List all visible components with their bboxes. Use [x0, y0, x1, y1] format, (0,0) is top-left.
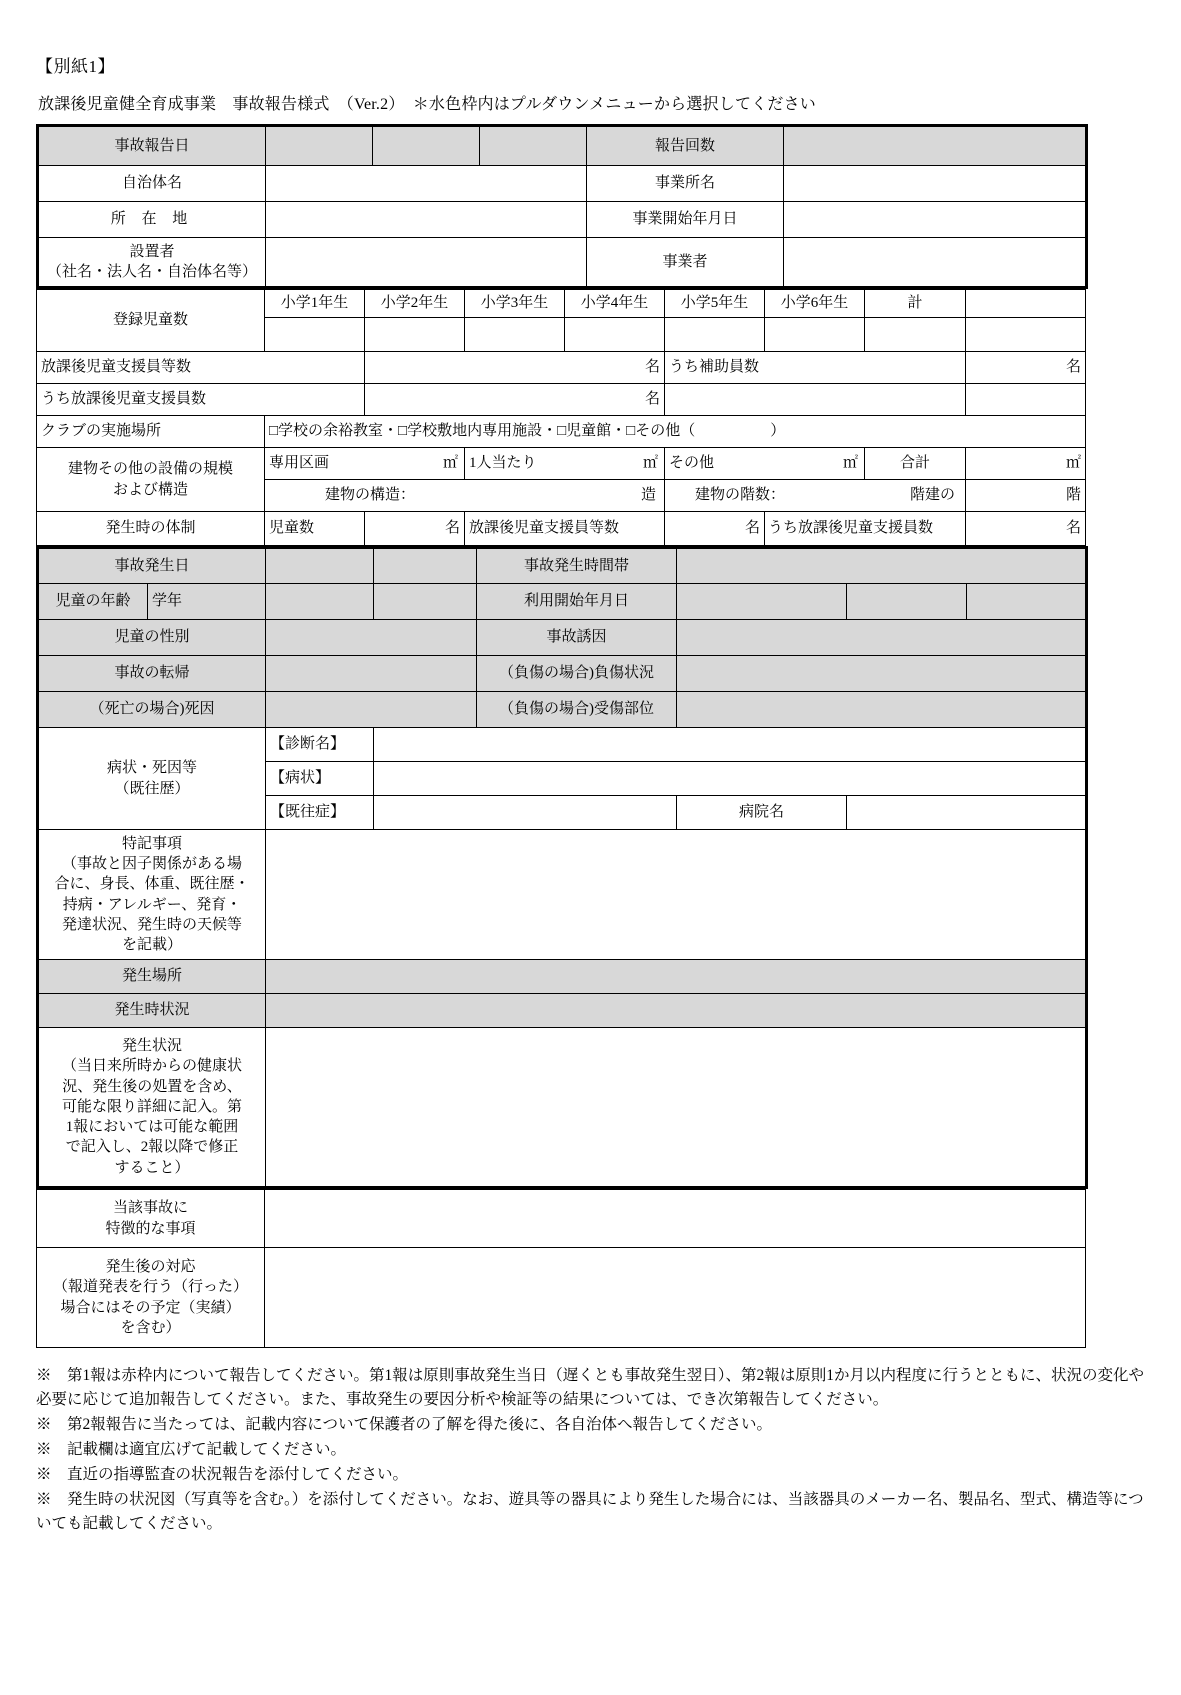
child-grade-value-cell[interactable]	[374, 584, 477, 620]
remarks-line-3: 合に、身長、体重、既往歴・	[54, 876, 250, 893]
document-tag: 【別紙1】	[36, 57, 115, 76]
occurrence-situation-label: 発生時状況	[38, 994, 266, 1028]
table-row	[38, 126, 1087, 166]
other-area-field[interactable]	[665, 448, 865, 480]
report-date-label: 事故報告日	[38, 126, 266, 166]
accident-time-value-cell[interactable]	[677, 548, 1087, 584]
circumstances-line-1: 発生状況	[122, 1038, 183, 1055]
child-grade-label: 学年	[148, 584, 266, 620]
accident-date-month-cell[interactable]	[374, 548, 477, 584]
accident-date-label: 事故発生日	[38, 548, 266, 584]
installer-value-cell[interactable]	[266, 238, 587, 288]
post-response-value-cell[interactable]	[265, 1248, 1086, 1348]
building-label-line2: および構造	[112, 481, 188, 498]
response-line-2: （報道発表を行う（行った）	[52, 1279, 248, 1296]
supporter-count-label: 放課後児童支援員等数	[37, 352, 365, 384]
inner-supporter-blank-cell	[665, 384, 966, 416]
followup-table	[36, 1189, 1086, 1348]
office-name-label: 事業所名	[587, 166, 784, 202]
table-row	[38, 548, 1087, 584]
floor-unit-cell[interactable]: 階	[966, 480, 1086, 512]
footnote-3: ※ 記載欄は適宜広げて記載してください。	[36, 1441, 347, 1459]
remarks-line-2: （事故と因子関係がある場	[62, 856, 243, 872]
hospital-value-cell[interactable]	[847, 796, 1087, 830]
circumstances-line-6: で記入し、2報以降で修正	[65, 1139, 239, 1156]
municipality-value-cell[interactable]	[266, 166, 587, 202]
sum-area-label: 合計	[865, 448, 966, 480]
report-count-cell[interactable]	[784, 126, 1087, 166]
footnotes	[36, 1364, 1145, 1536]
death-cause-label: （死亡の場合)死因	[38, 692, 266, 728]
table-row	[37, 1248, 1086, 1348]
table-row	[38, 656, 1087, 692]
office-name-value-cell[interactable]	[784, 166, 1087, 202]
circumstances-line-4: 可能な限り詳細に記入。第	[62, 1098, 243, 1115]
table-row	[37, 384, 1086, 416]
symptoms-label: 【病状】	[266, 762, 374, 796]
injury-status-label: （負傷の場合)負傷状況	[477, 656, 677, 692]
history-label: 【既往症】	[266, 796, 374, 830]
remarks-line-1: 特記事項	[122, 835, 183, 852]
table-row	[37, 512, 1086, 546]
table-row	[38, 202, 1087, 238]
table-row	[37, 1190, 1086, 1248]
table-row	[37, 416, 1086, 448]
building-scale-label	[37, 448, 265, 512]
grade-header-5: 小学5年生	[665, 290, 765, 318]
inner-supporter-count-label: うち放課後児童支援員数	[37, 384, 365, 416]
sum-area-unit[interactable]: ㎡	[966, 448, 1086, 480]
registered-value-grade2[interactable]	[365, 318, 465, 352]
grade-header-2: 小学2年生	[365, 290, 465, 318]
address-label: 所 在 地	[38, 202, 266, 238]
table-row	[38, 1028, 1087, 1188]
business-start-value-cell[interactable]	[784, 202, 1087, 238]
response-line-4: を含む）	[120, 1319, 181, 1336]
occurrence-place-value-cell[interactable]	[266, 960, 1087, 994]
report-date-year-cell[interactable]	[266, 126, 373, 166]
table-row	[38, 830, 1087, 960]
table-row	[38, 238, 1087, 288]
grade-header-3: 小学3年生	[465, 290, 565, 318]
circumstances-line-7: すること）	[114, 1159, 190, 1176]
per-person-area-field[interactable]	[465, 448, 665, 480]
response-line-1: 発生後の対応	[105, 1259, 196, 1275]
circumstances-line-5: 1報においては可能な範囲	[65, 1119, 239, 1136]
other-area-unit: ㎡	[842, 455, 858, 472]
use-start-month-cell[interactable]	[847, 584, 967, 620]
report-date-day-cell[interactable]	[480, 126, 587, 166]
occurrence-situation-value-cell[interactable]	[266, 994, 1087, 1028]
registered-value-grade1[interactable]	[265, 318, 365, 352]
table-row	[38, 584, 1087, 620]
characteristic-matters-value-cell[interactable]	[265, 1190, 1086, 1248]
accident-detail-table	[36, 546, 1088, 1189]
inner-supporter-blank-cell-2	[966, 384, 1086, 416]
supporter-count-value-cell[interactable]: 名	[365, 352, 665, 384]
assistant-count-value-cell[interactable]: 名	[966, 352, 1086, 384]
footnote-2: ※ 第2報報告に当たっては、記載内容について保護者の了解を得た後に、各自治体へ報告してください。	[36, 1416, 772, 1434]
injury-part-value-cell[interactable]	[677, 692, 1087, 728]
registered-children-label: 登録児童数	[37, 290, 265, 352]
report-count-label: 報告回数	[587, 126, 784, 166]
accident-outcome-label: 事故の転帰	[38, 656, 266, 692]
medical-label-line2: （既往歴）	[114, 780, 190, 797]
remarks-line-4: 持病・アレルギー、発育・	[62, 896, 242, 913]
children-facility-table	[36, 289, 1086, 546]
floors-label: 建物の階数：	[695, 487, 786, 504]
exclusive-area-label: 専用区画	[269, 455, 330, 472]
building-structure-field[interactable]	[265, 480, 665, 512]
installer-label	[38, 238, 266, 288]
footnote-5: ※ 発生時の状況図（写真等を含む。）を添付してください。なお、遊具等の器具により発生した場合には、当該器具のメーカー名、製品名、型式、構造等についても記載してください。	[36, 1491, 1144, 1533]
table-row	[38, 960, 1087, 994]
hospital-label: 病院名	[677, 796, 847, 830]
child-gender-label: 児童の性別	[38, 620, 266, 656]
registered-value-grade6[interactable]	[765, 318, 865, 352]
inner-supporter-at-time-value-cell[interactable]: 名	[966, 512, 1086, 546]
exclusive-area-unit: ㎡	[442, 455, 458, 472]
business-start-label: 事業開始年月日	[587, 202, 784, 238]
remarks-line-6: を記載）	[122, 937, 183, 953]
children-count-value-cell[interactable]: 名	[365, 512, 465, 546]
basic-info-table	[36, 124, 1088, 289]
registered-value-grade4[interactable]	[565, 318, 665, 352]
registered-spacer-cell-2	[966, 318, 1086, 352]
staffing-at-time-label: 発生時の体制	[37, 512, 265, 546]
grade-header-4: 小学4年生	[565, 290, 665, 318]
operator-value-cell[interactable]	[784, 238, 1087, 288]
document-subtitle: 放課後児童健全育成事業 事故報告様式 （Ver.2） ＊水色枠内はプルダウンメニューから選択してください	[38, 96, 816, 113]
installer-label-line2: （社名・法人名・自治体名等）	[46, 264, 257, 280]
municipality-label: 自治体名	[38, 166, 266, 202]
accident-cause-value-cell[interactable]	[677, 620, 1087, 656]
accident-outcome-value-cell[interactable]	[266, 656, 477, 692]
registered-value-grade3[interactable]	[465, 318, 565, 352]
building-label-line1: 建物その他の設備の規模	[67, 461, 233, 478]
medical-condition-label	[38, 728, 266, 830]
table-row	[37, 448, 1086, 480]
remarks-value-cell[interactable]	[266, 830, 1087, 960]
table-row	[38, 728, 1087, 762]
table-row	[38, 620, 1087, 656]
occurrence-place-label: 発生場所	[38, 960, 266, 994]
characteristic-matters-label	[37, 1190, 265, 1248]
other-area-label: その他	[669, 455, 715, 472]
remarks-label	[38, 830, 266, 960]
history-value-cell[interactable]	[374, 796, 677, 830]
registered-spacer-cell	[966, 290, 1086, 318]
characteristic-line-1: 当該事故に	[112, 1200, 188, 1217]
club-place-label: クラブの実施場所	[37, 416, 265, 448]
grade-header-1: 小学1年生	[265, 290, 365, 318]
injury-status-value-cell[interactable]	[677, 656, 1087, 692]
table-row	[37, 290, 1086, 318]
injury-part-label: （負傷の場合)受傷部位	[477, 692, 677, 728]
accident-time-label: 事故発生時間帯	[477, 548, 677, 584]
circumstances-line-2: （当日来所時からの健康状	[62, 1058, 243, 1075]
use-start-label: 利用開始年月日	[477, 584, 677, 620]
registered-value-total[interactable]	[865, 318, 966, 352]
supporter-etc-value-cell[interactable]: 名	[665, 512, 765, 546]
per-person-unit: ㎡	[642, 455, 658, 472]
table-row	[37, 352, 1086, 384]
assistant-count-label: うち補助員数	[665, 352, 966, 384]
inner-supporter-value-cell[interactable]: 名	[365, 384, 665, 416]
child-gender-value-cell[interactable]	[266, 620, 477, 656]
symptoms-value-cell[interactable]	[374, 762, 1087, 796]
grade-total-label: 計	[865, 290, 966, 318]
table-row	[38, 994, 1087, 1028]
report-date-month-cell[interactable]	[373, 126, 480, 166]
per-person-label: 1人当たり	[469, 455, 537, 472]
children-count-label: 児童数	[265, 512, 365, 546]
circumstances-label	[38, 1028, 266, 1188]
child-age-label: 児童の年齢	[38, 584, 148, 620]
death-cause-value-cell[interactable]	[266, 692, 477, 728]
table-row	[38, 166, 1087, 202]
grade-header-6: 小学6年生	[765, 290, 865, 318]
accident-cause-label: 事故誘因	[477, 620, 677, 656]
structure-label: 建物の構造：	[325, 487, 416, 504]
floors-suffix: 階建の	[909, 487, 955, 504]
exclusive-area-field[interactable]	[265, 448, 465, 480]
response-line-3: 場合にはその予定（実績）	[60, 1299, 241, 1316]
child-age-value-cell[interactable]	[266, 584, 374, 620]
supporter-etc-label: 放課後児童支援員等数	[465, 512, 665, 546]
use-start-day-cell[interactable]	[967, 584, 1087, 620]
circumstances-line-3: 況、発生後の処置を含め、	[62, 1078, 242, 1095]
characteristic-line-2: 特徴的な事項	[105, 1220, 196, 1237]
club-place-options[interactable]: □学校の余裕教室・□学校敷地内専用施設・□児童館・□その他（ ）	[265, 416, 1086, 448]
post-response-label	[37, 1248, 265, 1348]
diagnosis-value-cell[interactable]	[374, 728, 1087, 762]
building-floors-field[interactable]	[665, 480, 966, 512]
installer-label-line1: 設置者	[129, 243, 175, 260]
footnote-4: ※ 直近の指導監査の状況報告を添付してください。	[36, 1466, 409, 1484]
table-row	[38, 692, 1087, 728]
structure-suffix: 造	[640, 487, 656, 504]
address-value-cell[interactable]	[266, 202, 587, 238]
medical-label-line1: 病状・死因等	[107, 760, 198, 777]
diagnosis-label: 【診断名】	[266, 728, 374, 762]
operator-label: 事業者	[587, 238, 784, 288]
remarks-line-5: 発達状況、発生時の天候等	[62, 916, 243, 933]
registered-value-grade5[interactable]	[665, 318, 765, 352]
inner-supporter-at-time-label: うち放課後児童支援員数	[765, 512, 966, 546]
circumstances-value-cell[interactable]	[266, 1028, 1087, 1188]
accident-date-year-cell[interactable]	[266, 548, 374, 584]
use-start-year-cell[interactable]	[677, 584, 847, 620]
footnote-1: ※ 第1報は赤枠内について報告してください。第1報は原則事故発生当日（遅くとも事故発生翌日）、第2報は原則1か月以内程度に行うとともに、状況の変化や必要に応じて追加報告してください。また、事故発生の要因分析や検証等の結果については、でき次第報告してください。	[36, 1367, 1144, 1409]
